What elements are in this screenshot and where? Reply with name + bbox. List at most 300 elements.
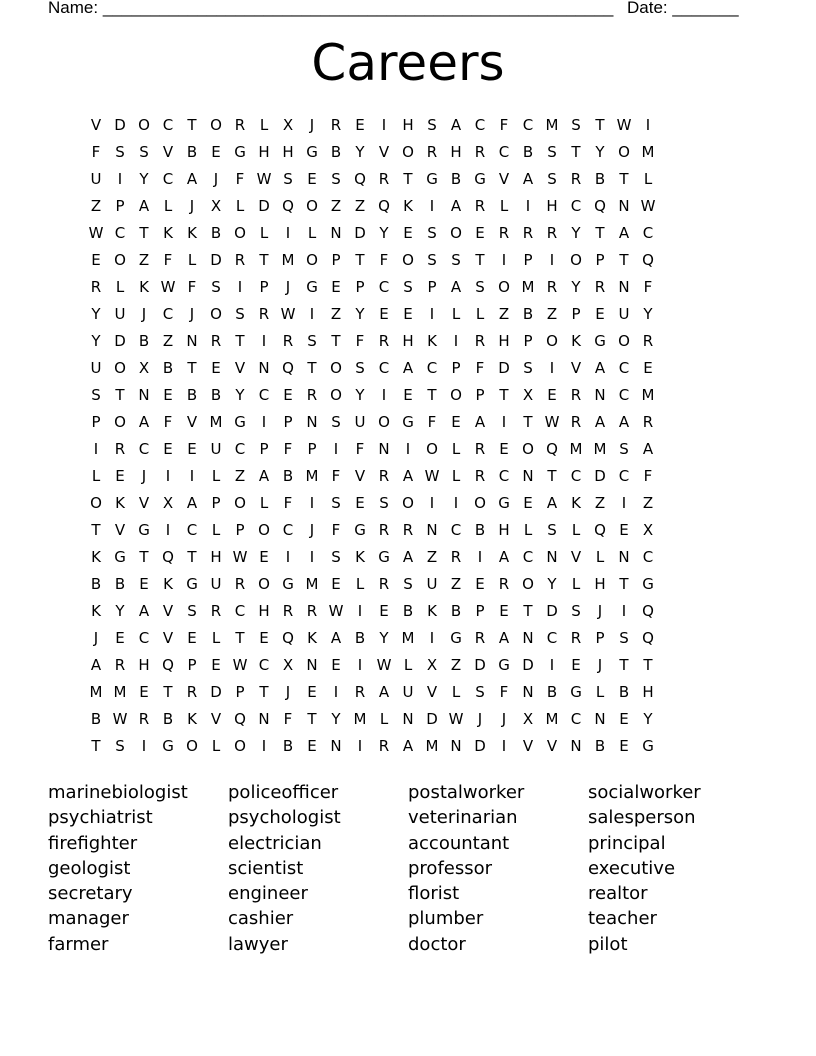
- grid-letter[interactable]: S: [283, 170, 293, 188]
- grid-letter[interactable]: G: [234, 143, 246, 161]
- grid-letter[interactable]: K: [307, 629, 317, 647]
- grid-letter[interactable]: V: [522, 737, 534, 755]
- grid-letter[interactable]: B: [594, 737, 606, 755]
- grid-letter[interactable]: O: [522, 575, 534, 593]
- grid-letter[interactable]: V: [138, 494, 150, 512]
- grid-letter[interactable]: R: [378, 170, 390, 188]
- grid-letter[interactable]: I: [309, 305, 315, 323]
- grid-letter[interactable]: X: [642, 521, 654, 539]
- grid-letter[interactable]: J: [189, 197, 195, 215]
- grid-letter[interactable]: T: [187, 116, 197, 134]
- grid-letter[interactable]: E: [355, 116, 365, 134]
- grid-letter[interactable]: G: [642, 737, 654, 755]
- grid-letter[interactable]: I: [525, 197, 531, 215]
- grid-letter[interactable]: Y: [91, 305, 101, 323]
- grid-letter[interactable]: K: [427, 602, 437, 620]
- grid-letter[interactable]: S: [523, 359, 533, 377]
- grid-letter[interactable]: P: [475, 602, 485, 620]
- grid-letter[interactable]: N: [402, 710, 414, 728]
- grid-letter[interactable]: C: [138, 629, 150, 647]
- grid-letter[interactable]: S: [427, 116, 437, 134]
- grid-letter[interactable]: R: [474, 332, 486, 350]
- grid-letter[interactable]: C: [546, 629, 558, 647]
- grid-letter[interactable]: X: [282, 116, 294, 134]
- grid-letter[interactable]: H: [498, 332, 510, 350]
- grid-letter[interactable]: I: [285, 548, 291, 566]
- grid-letter[interactable]: Y: [595, 143, 605, 161]
- grid-letter[interactable]: E: [379, 305, 389, 323]
- grid-letter[interactable]: B: [90, 575, 102, 593]
- grid-letter[interactable]: Z: [234, 467, 246, 485]
- grid-letter[interactable]: N: [330, 737, 342, 755]
- grid-letter[interactable]: O: [210, 116, 222, 134]
- grid-letter[interactable]: E: [115, 467, 125, 485]
- grid-letter[interactable]: E: [403, 305, 413, 323]
- grid-letter[interactable]: D: [114, 332, 126, 350]
- grid-letter[interactable]: O: [570, 251, 582, 269]
- grid-letter[interactable]: Y: [355, 143, 365, 161]
- grid-letter[interactable]: K: [571, 332, 581, 350]
- grid-letter[interactable]: P: [451, 359, 461, 377]
- grid-letter[interactable]: B: [474, 521, 486, 539]
- grid-letter[interactable]: E: [139, 575, 149, 593]
- grid-letter[interactable]: E: [643, 359, 653, 377]
- grid-letter[interactable]: F: [283, 440, 293, 458]
- grid-letter[interactable]: M: [641, 386, 655, 404]
- grid-letter[interactable]: J: [141, 467, 147, 485]
- grid-letter[interactable]: T: [619, 251, 629, 269]
- grid-letter[interactable]: Y: [331, 710, 341, 728]
- grid-letter[interactable]: M: [425, 737, 439, 755]
- grid-letter[interactable]: J: [285, 278, 291, 296]
- grid-letter[interactable]: F: [475, 359, 485, 377]
- grid-letter[interactable]: I: [429, 494, 435, 512]
- grid-letter[interactable]: A: [642, 440, 654, 458]
- grid-letter[interactable]: L: [523, 521, 533, 539]
- grid-letter[interactable]: M: [305, 575, 319, 593]
- grid-letter[interactable]: E: [115, 629, 125, 647]
- grid-letter[interactable]: P: [475, 386, 485, 404]
- grid-letter[interactable]: D: [474, 737, 486, 755]
- grid-letter[interactable]: H: [258, 143, 270, 161]
- grid-letter[interactable]: G: [138, 521, 150, 539]
- grid-letter[interactable]: R: [354, 683, 366, 701]
- grid-letter[interactable]: L: [211, 521, 221, 539]
- grid-letter[interactable]: F: [235, 170, 245, 188]
- grid-letter[interactable]: K: [355, 548, 365, 566]
- grid-letter[interactable]: E: [475, 575, 485, 593]
- grid-letter[interactable]: J: [501, 710, 507, 728]
- grid-letter[interactable]: L: [259, 224, 269, 242]
- grid-letter[interactable]: S: [475, 683, 485, 701]
- grid-letter[interactable]: I: [261, 413, 267, 431]
- grid-letter[interactable]: F: [499, 683, 509, 701]
- grid-letter[interactable]: S: [619, 440, 629, 458]
- grid-letter[interactable]: A: [402, 548, 414, 566]
- grid-letter[interactable]: L: [163, 197, 173, 215]
- grid-letter[interactable]: C: [282, 521, 294, 539]
- grid-letter[interactable]: O: [306, 251, 318, 269]
- grid-letter[interactable]: K: [91, 548, 101, 566]
- grid-letter[interactable]: A: [450, 278, 462, 296]
- grid-letter[interactable]: N: [378, 440, 390, 458]
- grid-letter[interactable]: B: [618, 683, 630, 701]
- grid-letter[interactable]: T: [187, 359, 197, 377]
- grid-letter[interactable]: S: [571, 602, 581, 620]
- grid-letter[interactable]: F: [163, 413, 173, 431]
- grid-letter[interactable]: R: [570, 629, 582, 647]
- grid-letter[interactable]: F: [427, 413, 437, 431]
- grid-letter[interactable]: K: [163, 224, 173, 242]
- grid-letter[interactable]: T: [163, 683, 173, 701]
- grid-letter[interactable]: T: [427, 386, 437, 404]
- grid-letter[interactable]: G: [114, 548, 126, 566]
- grid-letter[interactable]: A: [138, 413, 150, 431]
- grid-letter[interactable]: L: [259, 494, 269, 512]
- grid-letter[interactable]: E: [499, 602, 509, 620]
- grid-letter[interactable]: W: [424, 467, 440, 485]
- grid-letter[interactable]: T: [571, 143, 581, 161]
- grid-letter[interactable]: I: [357, 602, 363, 620]
- grid-letter[interactable]: I: [165, 521, 171, 539]
- grid-letter[interactable]: H: [642, 683, 654, 701]
- grid-letter[interactable]: P: [235, 521, 245, 539]
- grid-letter[interactable]: A: [90, 656, 102, 674]
- grid-letter[interactable]: B: [522, 305, 534, 323]
- grid-letter[interactable]: X: [522, 710, 534, 728]
- grid-letter[interactable]: Q: [162, 548, 174, 566]
- grid-letter[interactable]: V: [570, 548, 582, 566]
- grid-letter[interactable]: L: [451, 440, 461, 458]
- grid-letter[interactable]: D: [354, 224, 366, 242]
- grid-letter[interactable]: I: [549, 251, 555, 269]
- grid-letter[interactable]: P: [91, 413, 101, 431]
- grid-letter[interactable]: L: [187, 251, 197, 269]
- grid-letter[interactable]: E: [619, 521, 629, 539]
- grid-letter[interactable]: R: [378, 521, 390, 539]
- grid-letter[interactable]: I: [117, 170, 123, 188]
- grid-letter[interactable]: T: [307, 710, 317, 728]
- grid-letter[interactable]: O: [330, 386, 342, 404]
- grid-letter[interactable]: R: [330, 116, 342, 134]
- grid-letter[interactable]: E: [355, 494, 365, 512]
- grid-letter[interactable]: E: [91, 251, 101, 269]
- grid-letter[interactable]: J: [597, 602, 603, 620]
- grid-letter[interactable]: I: [333, 683, 339, 701]
- grid-letter[interactable]: R: [234, 251, 246, 269]
- grid-letter[interactable]: P: [523, 332, 533, 350]
- grid-letter[interactable]: M: [641, 143, 655, 161]
- grid-letter[interactable]: C: [258, 656, 270, 674]
- grid-letter[interactable]: C: [522, 116, 534, 134]
- grid-letter[interactable]: P: [427, 278, 437, 296]
- grid-letter[interactable]: M: [305, 467, 319, 485]
- grid-letter[interactable]: A: [402, 737, 414, 755]
- grid-letter[interactable]: S: [115, 737, 125, 755]
- grid-letter[interactable]: Z: [594, 494, 606, 512]
- grid-letter[interactable]: S: [427, 251, 437, 269]
- grid-letter[interactable]: N: [258, 359, 270, 377]
- grid-letter[interactable]: C: [234, 602, 246, 620]
- grid-letter[interactable]: W: [232, 548, 248, 566]
- grid-letter[interactable]: I: [261, 737, 267, 755]
- grid-letter[interactable]: B: [402, 602, 414, 620]
- grid-letter[interactable]: C: [378, 359, 390, 377]
- grid-letter[interactable]: P: [571, 305, 581, 323]
- name-blank[interactable]: ______________________________________________________: [102, 0, 614, 17]
- grid-letter[interactable]: E: [475, 224, 485, 242]
- grid-letter[interactable]: H: [138, 656, 150, 674]
- grid-letter[interactable]: A: [618, 413, 630, 431]
- grid-letter[interactable]: A: [378, 683, 390, 701]
- grid-letter[interactable]: F: [91, 143, 101, 161]
- grid-letter[interactable]: O: [546, 332, 558, 350]
- grid-letter[interactable]: R: [306, 386, 318, 404]
- grid-letter[interactable]: G: [378, 548, 390, 566]
- grid-letter[interactable]: E: [451, 413, 461, 431]
- grid-letter[interactable]: N: [618, 548, 630, 566]
- grid-letter[interactable]: F: [283, 494, 293, 512]
- grid-letter[interactable]: P: [115, 197, 125, 215]
- grid-letter[interactable]: I: [141, 737, 147, 755]
- grid-letter[interactable]: A: [450, 116, 462, 134]
- grid-letter[interactable]: G: [162, 737, 174, 755]
- grid-letter[interactable]: V: [378, 143, 390, 161]
- grid-letter[interactable]: V: [570, 359, 582, 377]
- grid-letter[interactable]: P: [307, 440, 317, 458]
- grid-letter[interactable]: I: [261, 332, 267, 350]
- grid-letter[interactable]: T: [499, 386, 509, 404]
- grid-letter[interactable]: R: [282, 332, 294, 350]
- grid-letter[interactable]: T: [91, 737, 101, 755]
- grid-letter[interactable]: P: [259, 440, 269, 458]
- grid-letter[interactable]: E: [307, 737, 317, 755]
- grid-letter[interactable]: R: [234, 575, 246, 593]
- grid-letter[interactable]: Y: [643, 305, 653, 323]
- grid-letter[interactable]: T: [403, 170, 413, 188]
- grid-letter[interactable]: M: [89, 683, 103, 701]
- grid-letter[interactable]: R: [138, 710, 150, 728]
- grid-letter[interactable]: C: [642, 548, 654, 566]
- grid-letter[interactable]: R: [642, 332, 654, 350]
- grid-letter[interactable]: Q: [378, 197, 390, 215]
- grid-letter[interactable]: S: [211, 278, 221, 296]
- grid-letter[interactable]: E: [571, 656, 581, 674]
- grid-letter[interactable]: S: [619, 629, 629, 647]
- grid-letter[interactable]: D: [522, 656, 534, 674]
- grid-letter[interactable]: O: [114, 359, 126, 377]
- grid-letter[interactable]: R: [474, 143, 486, 161]
- grid-letter[interactable]: I: [189, 467, 195, 485]
- grid-letter[interactable]: T: [139, 224, 149, 242]
- grid-letter[interactable]: I: [453, 494, 459, 512]
- grid-letter[interactable]: R: [474, 197, 486, 215]
- grid-letter[interactable]: N: [522, 467, 534, 485]
- grid-letter[interactable]: B: [114, 575, 126, 593]
- grid-letter[interactable]: Z: [162, 332, 174, 350]
- grid-letter[interactable]: I: [93, 440, 99, 458]
- grid-letter[interactable]: G: [474, 170, 486, 188]
- grid-letter[interactable]: F: [283, 710, 293, 728]
- grid-letter[interactable]: G: [570, 683, 582, 701]
- grid-letter[interactable]: B: [282, 737, 294, 755]
- grid-letter[interactable]: Z: [90, 197, 102, 215]
- grid-letter[interactable]: R: [426, 143, 438, 161]
- grid-letter[interactable]: C: [522, 548, 534, 566]
- grid-letter[interactable]: U: [210, 575, 222, 593]
- grid-letter[interactable]: L: [211, 737, 221, 755]
- grid-letter[interactable]: C: [498, 143, 510, 161]
- grid-letter[interactable]: S: [547, 143, 557, 161]
- grid-letter[interactable]: E: [211, 656, 221, 674]
- grid-letter[interactable]: S: [331, 494, 341, 512]
- grid-letter[interactable]: L: [451, 305, 461, 323]
- grid-letter[interactable]: A: [450, 197, 462, 215]
- grid-letter[interactable]: F: [499, 116, 509, 134]
- grid-letter[interactable]: Y: [571, 224, 581, 242]
- grid-letter[interactable]: S: [379, 494, 389, 512]
- grid-letter[interactable]: R: [570, 386, 582, 404]
- grid-letter[interactable]: O: [618, 143, 630, 161]
- grid-letter[interactable]: G: [498, 494, 510, 512]
- grid-letter[interactable]: Z: [354, 197, 366, 215]
- grid-letter[interactable]: I: [333, 440, 339, 458]
- grid-letter[interactable]: X: [282, 656, 294, 674]
- grid-letter[interactable]: O: [450, 386, 462, 404]
- grid-letter[interactable]: Z: [330, 197, 342, 215]
- grid-letter[interactable]: R: [210, 332, 222, 350]
- grid-letter[interactable]: R: [378, 737, 390, 755]
- grid-letter[interactable]: Q: [546, 440, 558, 458]
- grid-letter[interactable]: H: [282, 143, 294, 161]
- grid-letter[interactable]: T: [115, 386, 125, 404]
- grid-letter[interactable]: S: [475, 278, 485, 296]
- grid-letter[interactable]: D: [114, 116, 126, 134]
- grid-letter[interactable]: A: [138, 197, 150, 215]
- grid-letter[interactable]: T: [619, 575, 629, 593]
- grid-letter[interactable]: V: [354, 467, 366, 485]
- grid-letter[interactable]: A: [546, 494, 558, 512]
- grid-letter[interactable]: S: [187, 602, 197, 620]
- grid-letter[interactable]: Z: [546, 305, 558, 323]
- grid-letter[interactable]: I: [237, 278, 243, 296]
- grid-letter[interactable]: R: [474, 629, 486, 647]
- grid-letter[interactable]: T: [643, 656, 653, 674]
- grid-letter[interactable]: Q: [354, 170, 366, 188]
- grid-letter[interactable]: T: [595, 116, 605, 134]
- grid-letter[interactable]: T: [259, 251, 269, 269]
- grid-letter[interactable]: K: [115, 494, 125, 512]
- grid-letter[interactable]: C: [378, 278, 390, 296]
- grid-letter[interactable]: F: [355, 440, 365, 458]
- grid-letter[interactable]: B: [282, 467, 294, 485]
- grid-letter[interactable]: U: [90, 359, 102, 377]
- grid-letter[interactable]: C: [186, 521, 198, 539]
- grid-letter[interactable]: T: [259, 683, 269, 701]
- grid-letter[interactable]: O: [402, 494, 414, 512]
- grid-letter[interactable]: O: [474, 494, 486, 512]
- grid-letter[interactable]: S: [139, 143, 149, 161]
- grid-letter[interactable]: V: [162, 602, 174, 620]
- grid-letter[interactable]: L: [379, 710, 389, 728]
- grid-letter[interactable]: W: [160, 278, 176, 296]
- grid-letter[interactable]: D: [426, 710, 438, 728]
- grid-letter[interactable]: G: [402, 413, 414, 431]
- grid-letter[interactable]: Y: [571, 278, 581, 296]
- grid-letter[interactable]: S: [355, 359, 365, 377]
- grid-letter[interactable]: I: [309, 548, 315, 566]
- grid-letter[interactable]: C: [450, 521, 462, 539]
- grid-letter[interactable]: V: [186, 413, 198, 431]
- grid-letter[interactable]: T: [619, 656, 629, 674]
- grid-letter[interactable]: K: [139, 278, 149, 296]
- grid-letter[interactable]: E: [403, 224, 413, 242]
- grid-letter[interactable]: A: [594, 359, 606, 377]
- grid-letter[interactable]: O: [498, 278, 510, 296]
- grid-letter[interactable]: R: [378, 467, 390, 485]
- grid-letter[interactable]: A: [474, 413, 486, 431]
- grid-letter[interactable]: J: [597, 656, 603, 674]
- grid-letter[interactable]: Q: [282, 197, 294, 215]
- grid-letter[interactable]: K: [403, 197, 413, 215]
- grid-letter[interactable]: U: [618, 305, 630, 323]
- grid-letter[interactable]: T: [619, 170, 629, 188]
- grid-letter[interactable]: B: [330, 143, 342, 161]
- grid-letter[interactable]: I: [165, 467, 171, 485]
- grid-letter[interactable]: B: [186, 386, 198, 404]
- grid-letter[interactable]: V: [210, 710, 222, 728]
- grid-letter[interactable]: H: [210, 548, 222, 566]
- grid-letter[interactable]: G: [498, 656, 510, 674]
- grid-letter[interactable]: I: [621, 494, 627, 512]
- grid-letter[interactable]: G: [450, 629, 462, 647]
- grid-letter[interactable]: G: [594, 332, 606, 350]
- grid-letter[interactable]: J: [309, 116, 315, 134]
- grid-letter[interactable]: H: [402, 116, 414, 134]
- grid-letter[interactable]: J: [141, 305, 147, 323]
- grid-letter[interactable]: E: [307, 170, 317, 188]
- grid-letter[interactable]: Z: [450, 656, 462, 674]
- grid-letter[interactable]: I: [381, 116, 387, 134]
- grid-letter[interactable]: O: [402, 251, 414, 269]
- grid-letter[interactable]: Y: [115, 602, 125, 620]
- grid-letter[interactable]: S: [427, 224, 437, 242]
- grid-letter[interactable]: L: [571, 575, 581, 593]
- grid-letter[interactable]: V: [162, 143, 174, 161]
- grid-letter[interactable]: M: [569, 440, 583, 458]
- grid-letter[interactable]: B: [594, 170, 606, 188]
- grid-letter[interactable]: N: [522, 683, 534, 701]
- grid-letter[interactable]: P: [211, 494, 221, 512]
- grid-letter[interactable]: S: [235, 305, 245, 323]
- grid-letter[interactable]: L: [307, 224, 317, 242]
- grid-letter[interactable]: E: [259, 629, 269, 647]
- grid-letter[interactable]: X: [426, 656, 438, 674]
- grid-letter[interactable]: Q: [642, 629, 654, 647]
- grid-letter[interactable]: R: [546, 224, 558, 242]
- grid-letter[interactable]: P: [523, 251, 533, 269]
- grid-letter[interactable]: B: [522, 143, 534, 161]
- grid-letter[interactable]: L: [571, 521, 581, 539]
- grid-letter[interactable]: R: [90, 278, 102, 296]
- grid-letter[interactable]: M: [113, 683, 127, 701]
- grid-letter[interactable]: C: [618, 359, 630, 377]
- grid-letter[interactable]: D: [210, 683, 222, 701]
- grid-letter[interactable]: N: [618, 278, 630, 296]
- grid-letter[interactable]: R: [546, 278, 558, 296]
- grid-letter[interactable]: R: [234, 116, 246, 134]
- grid-letter[interactable]: G: [354, 521, 366, 539]
